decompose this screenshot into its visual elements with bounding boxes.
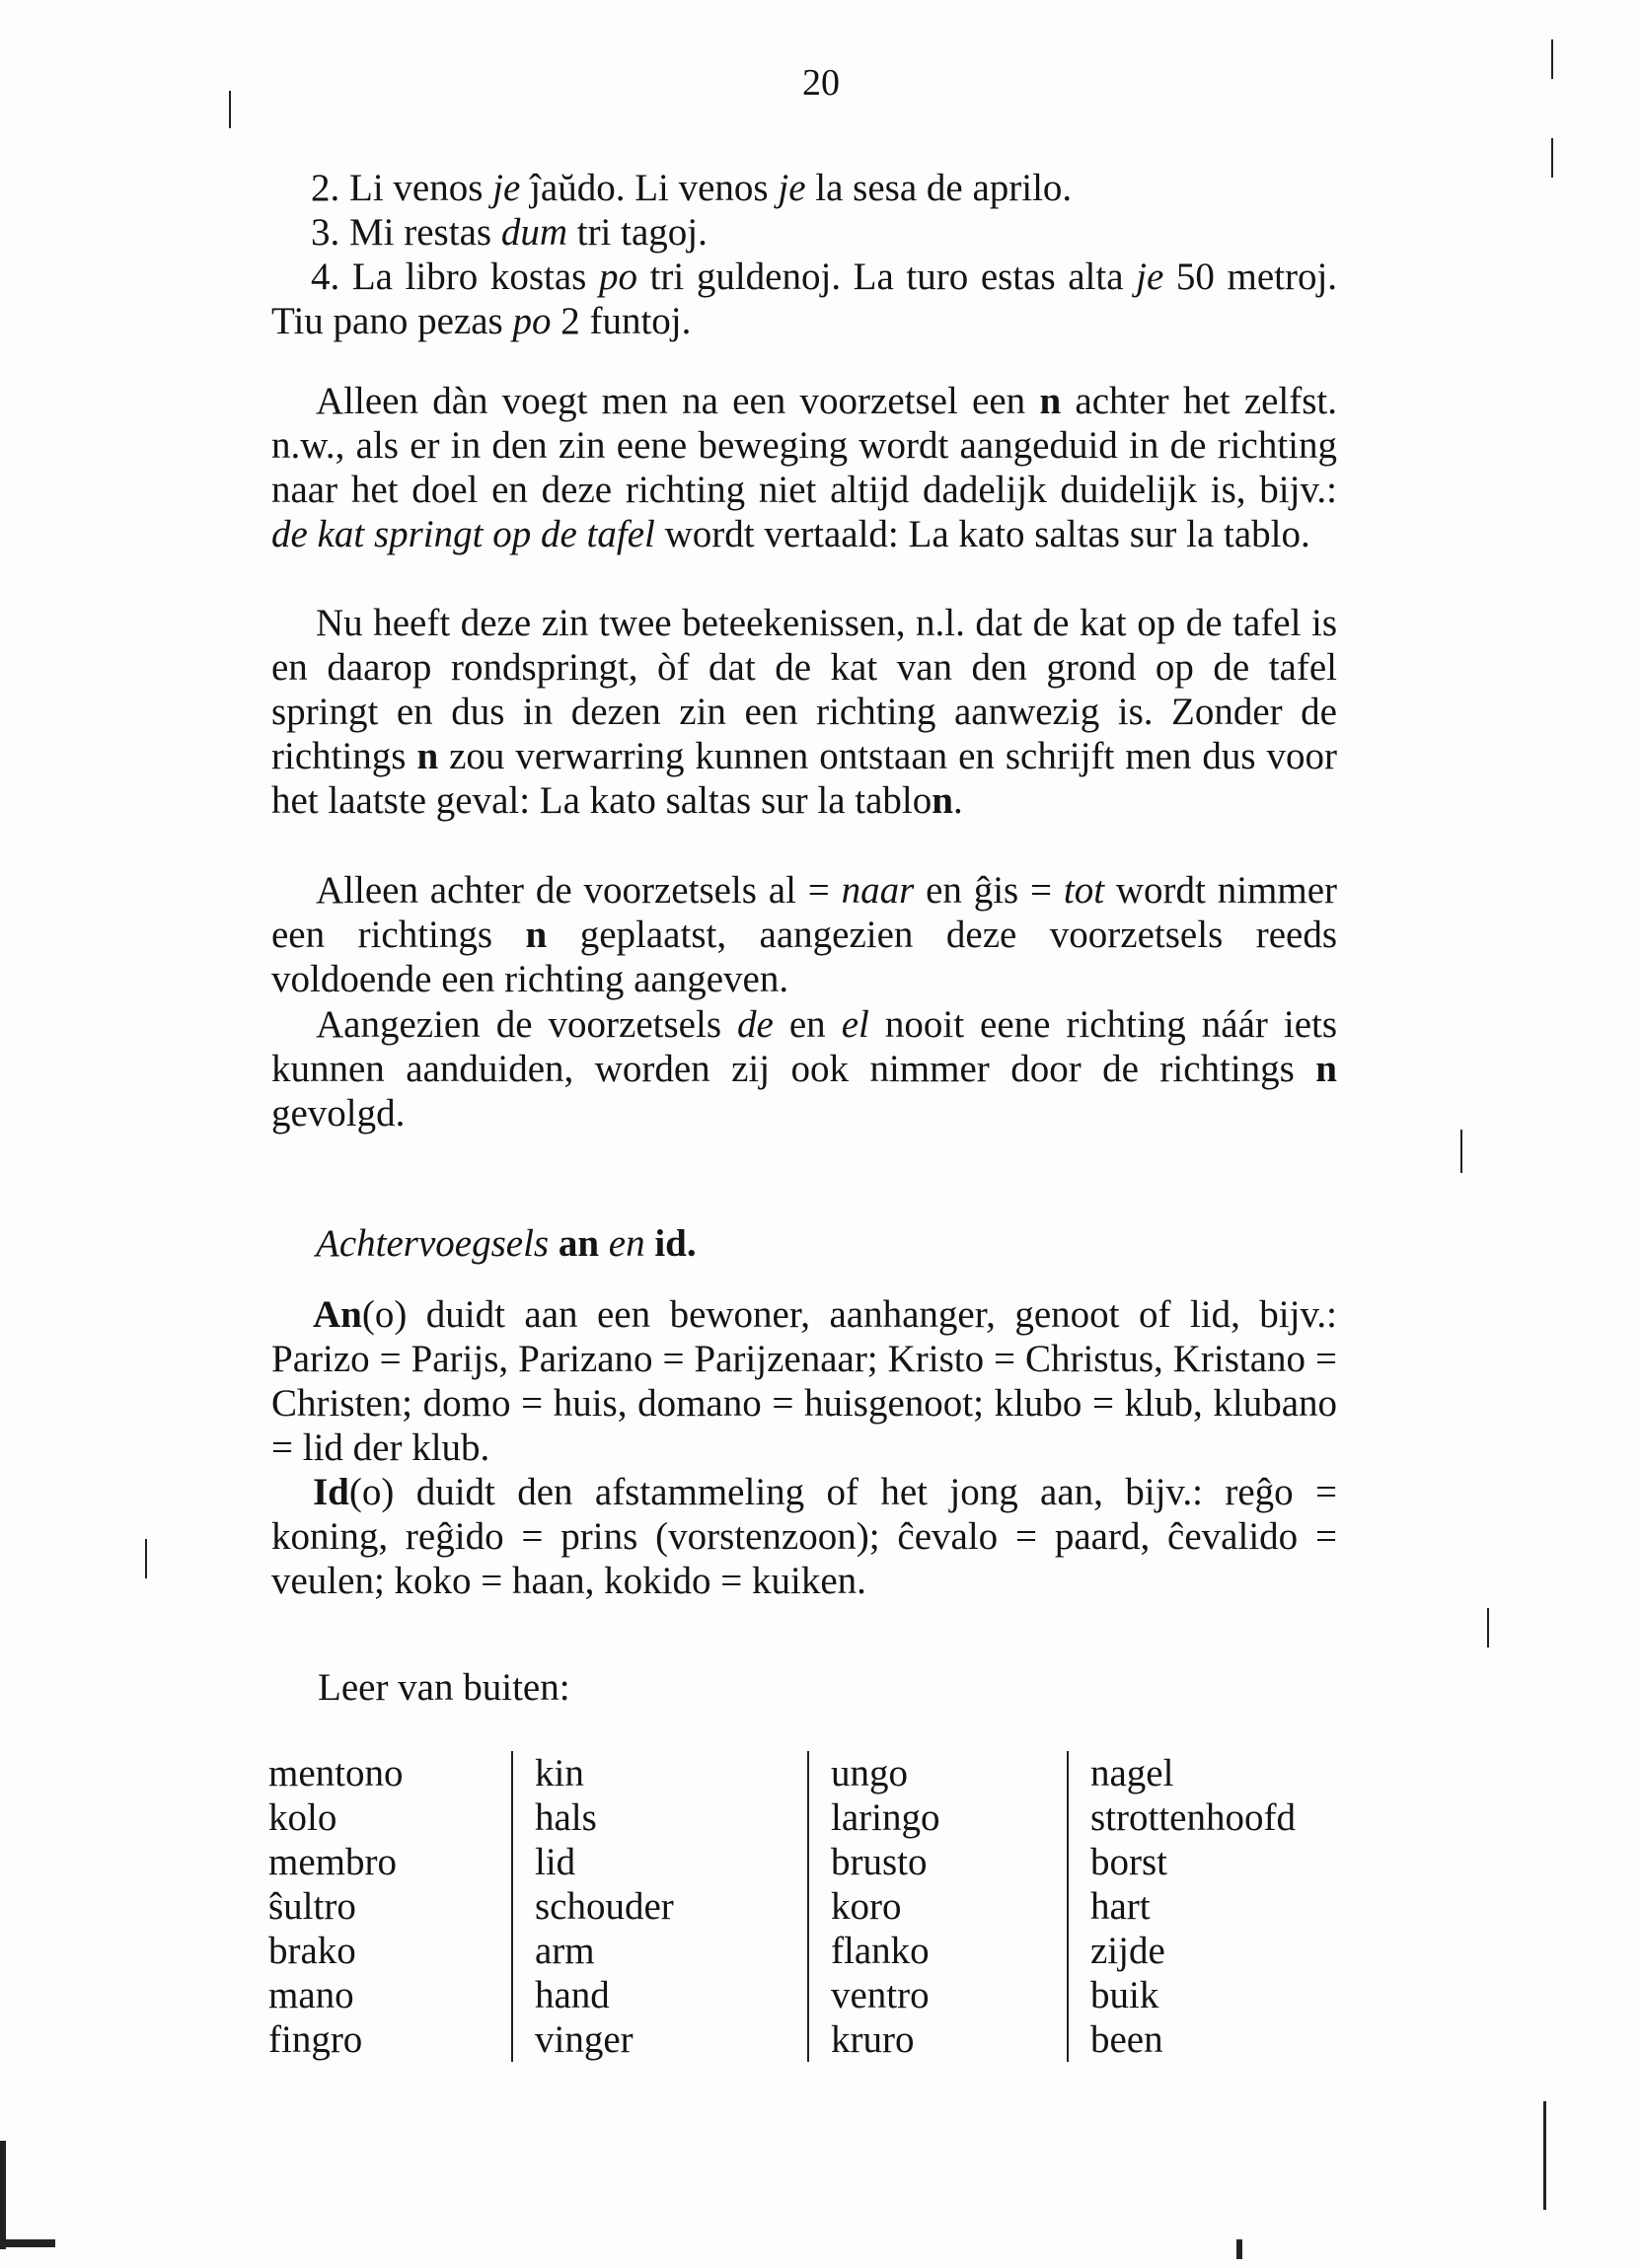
scan-artifact xyxy=(6,2239,55,2247)
scan-artifact xyxy=(1543,2101,1546,2210)
scan-artifact xyxy=(1460,1130,1462,1173)
paragraph-an: An(o) duidt aan een bewoner, aanhanger, genoot of lid, bijv.: Parizo = Parijs, Parizano = Parijzenaar; Kristo = Christus, Kristano = Christen; domo = huis, domano = huisgenoot; klubo = klub, klubano = lid der klub. xyxy=(271,1293,1337,1469)
paragraph-3: Alleen achter de voorzetsels al = naar en ĝis = tot wordt nimmer een richtings n geplaatst, aangezien deze voorzetsels reeds voldoende een richting aangeven. xyxy=(271,869,1337,1000)
scan-artifact xyxy=(1551,138,1553,178)
paragraph-id: Id(o) duidt den afstammeling of het jong aan, bijv.: reĝo = koning, reĝido = prins (vorstenzoon); ĉevalo = paard, ĉevalido = veulen; koko = haan, kokido = kuiken. xyxy=(271,1471,1337,1602)
page-number: 20 xyxy=(802,62,840,104)
table-row: fingro vinger kruro been xyxy=(268,2017,1361,2062)
paragraph-4: Aangezien de voorzetsels de en el nooit eene richting náár iets kunnen aanduiden, worden zij ook nimmer door de richtings n gevolgd. xyxy=(271,1003,1338,1134)
table-row: ŝultro schouder koro hart xyxy=(268,1884,1361,1929)
example-line-2: 2. Li venos je ĵaŭdo. Li venos je la sesa de aprilo. xyxy=(311,167,1073,209)
table-row: brako arm flanko zijde xyxy=(268,1929,1361,1973)
table-row: mentono kin ungo nagel xyxy=(268,1751,1361,1795)
example-line-3: 3. Mi restas dum tri tagoj. xyxy=(311,211,708,254)
learn-title: Leer van buiten: xyxy=(318,1666,570,1709)
table-row: mano hand ventro buik xyxy=(268,1973,1361,2017)
scan-artifact xyxy=(1236,2239,1242,2259)
scan-artifact xyxy=(229,91,231,128)
scan-artifact xyxy=(1551,39,1553,79)
paragraph-1: Alleen dàn voegt men na een voorzetsel een n achter het zelfst. n.w., als er in den zin eene beweging wordt aangeduid in de richting naar het doel en deze richting niet altijd dadelijk duidelijk is, bijv.: de kat springt op de tafel wordt vertaald: La kato saltas sur la tablo. xyxy=(271,380,1338,555)
table-row: membro lid brusto borst xyxy=(268,1840,1361,1884)
example-sentences xyxy=(271,166,1337,343)
vocabulary-table xyxy=(268,1751,1361,2062)
scan-artifact xyxy=(1487,1608,1489,1647)
example-line-4: 4. La libro kostas po tri guldenoj. La turo estas alta je 50 metroj. Tiu pano pezas po 2 funtoj. xyxy=(271,256,1338,342)
section-heading: Achtervoegsels an en id. xyxy=(316,1222,697,1265)
scan-artifact xyxy=(0,2141,6,2249)
table-row: kolo hals laringo strottenhoofd xyxy=(268,1795,1361,1840)
scan-artifact xyxy=(145,1539,147,1578)
paragraph-2: Nu heeft deze zin twee beteekenissen, n.l. dat de kat op de tafel is en daarop rondspringt, òf dat de kat van den grond op de tafel springt en dus in dezen zin een richting aanwezig is. Zonder de richtings n zou verwarring kunnen ontstaan en schrijft men dus voor het laatste geval: La kato saltas sur la tablon. xyxy=(271,602,1338,822)
